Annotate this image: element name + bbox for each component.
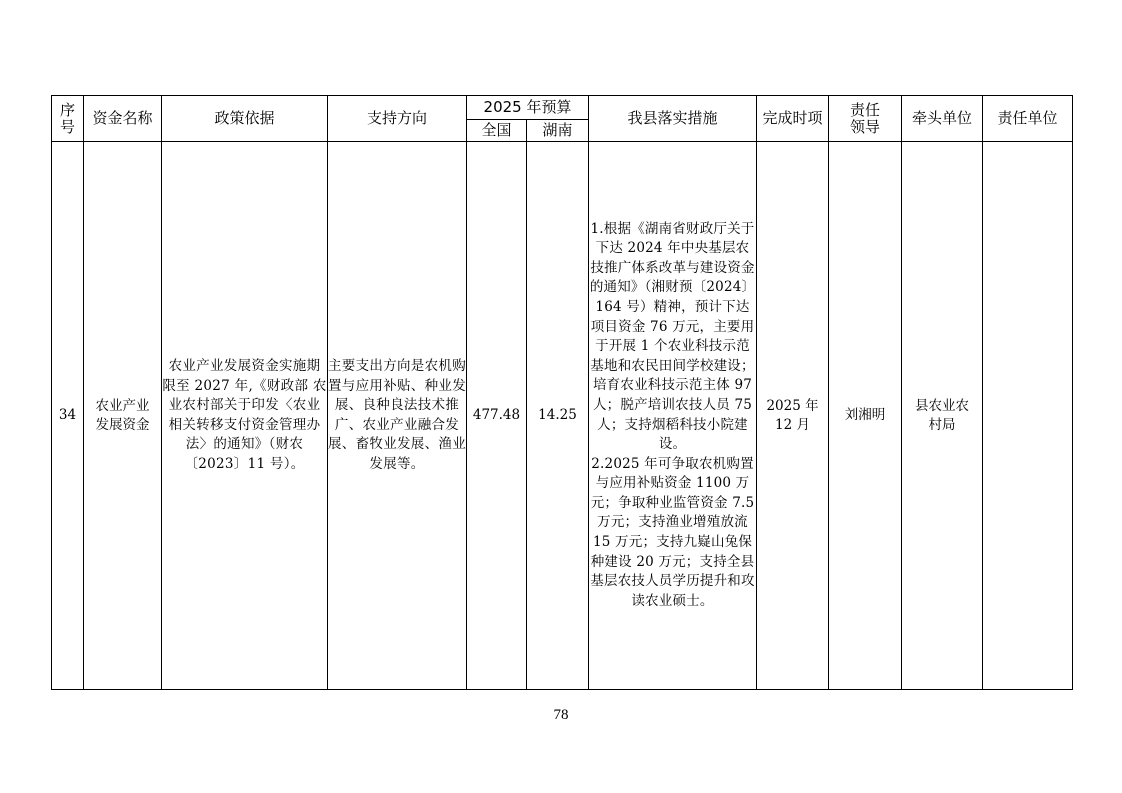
fund-table-container (51, 95, 1072, 690)
header-seq: 序号 (52, 96, 84, 142)
table-row (52, 142, 1073, 690)
page-number: 78 (553, 707, 569, 723)
header-responsible-leader: 责任领导 (829, 96, 902, 142)
row-budget-hunan: 14.25 (527, 142, 589, 690)
row-fund-name: 农业产业发展资金 (84, 142, 162, 690)
header-budget-group: 2025 年预算 (467, 96, 589, 120)
header-completion-time: 完成时项 (757, 96, 829, 142)
header-policy-basis: 政策依据 (162, 96, 328, 142)
row-responsible-leader: 刘湘明 (829, 142, 902, 690)
header-support-direction: 支持方向 (328, 96, 467, 142)
row-completion-time: 2025 年 12 月 (757, 142, 829, 690)
row-support-direction: 主要支出方向是农机购置与应用补贴、种业发展、良种良法技术推广、农业产业融合发展、畜牧业发展、渔业发展等。 (328, 142, 467, 690)
row-policy-basis: 农业产业发展资金实施期限至 2027 年,《财政部 农业农村部关于印发〈农业相关转移支付资金管理办法〉的通知》（财农〔2023〕11 号）。 (162, 142, 328, 690)
row-seq: 34 (52, 142, 84, 690)
row-budget-national: 477.48 (467, 142, 527, 690)
header-row-1 (52, 96, 1073, 120)
header-budget-national: 全国 (467, 120, 527, 142)
measure-item-1: 1.根据《湖南省财政厅关于下达 2024 年中央基层农技推广体系改革与建设资金的通知》（湘财预〔2024〕164 号）精神，预计下达项目资金 76 万元，主要用于开展 1 个农业科技示范基地和农民田间学校建设；培育农业科技示范主体 97 人；脱产培训农技人员 75 人；支持烟稻科技小院建设。 (589, 220, 756, 453)
header-budget-hunan: 湖南 (527, 120, 589, 142)
row-lead-unit: 县农业农村局 (902, 142, 983, 690)
row-responsible-unit (983, 142, 1073, 690)
header-fund-name: 资金名称 (84, 96, 162, 142)
header-lead-unit: 牵头单位 (902, 96, 983, 142)
header-responsible-unit: 责任单位 (983, 96, 1073, 142)
fund-table (51, 95, 1073, 690)
header-county-measures: 我县落实措施 (589, 96, 757, 142)
measure-item-2: 2.2025 年可争取农机购置与应用补贴资金 1100 万元；争取种业监管资金 7.5 万元；支持渔业增殖放流 15 万元；支持九嶷山兔保种建设 20 万元；支持全县基层农技人员学历提升和攻读农业硕士。 (590, 455, 755, 609)
row-county-measures (589, 142, 757, 690)
